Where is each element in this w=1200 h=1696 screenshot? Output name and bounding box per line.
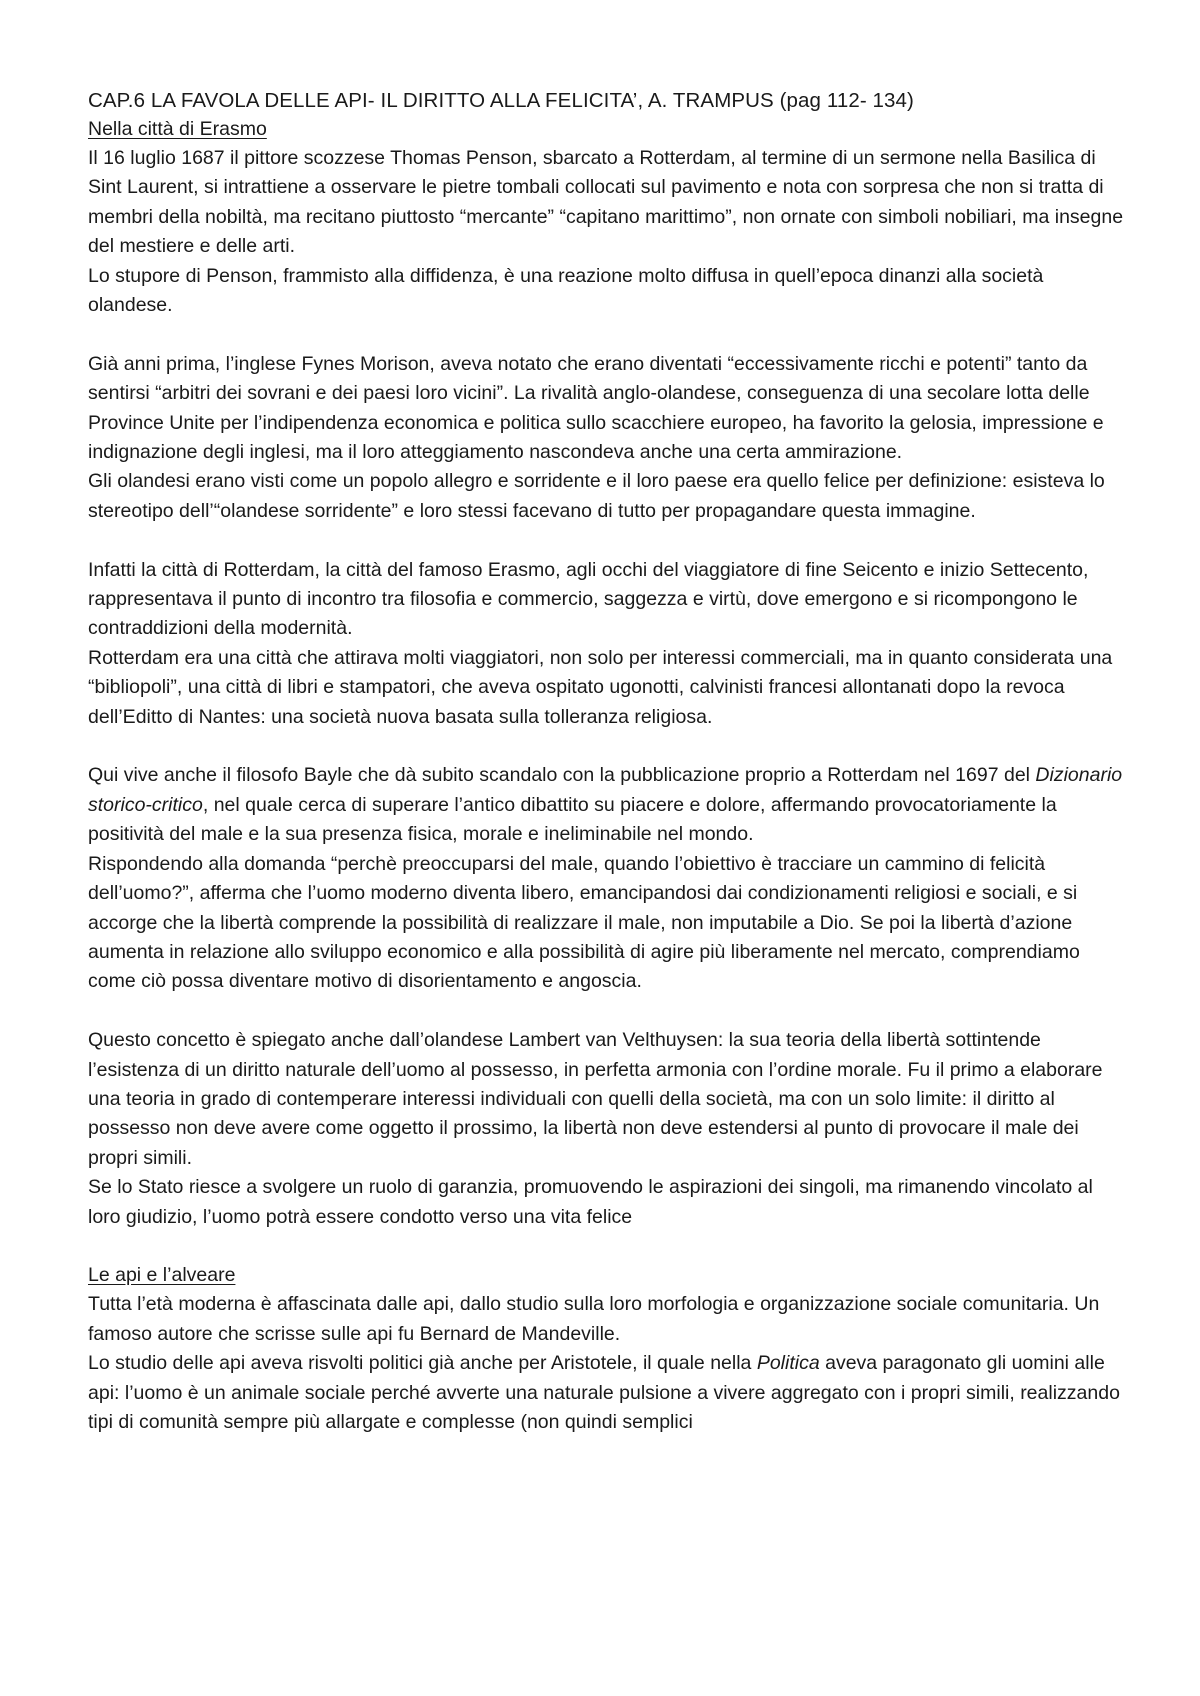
paragraph-stato: Se lo Stato riesce a svolgere un ruolo di garanzia, promuovendo le aspirazioni dei singoli, ma rimanendo vincolato al loro giudizio, l’uomo potrà essere condotto verso una vita felice [88, 1176, 1093, 1228]
paragraph-bayle [88, 761, 1128, 849]
document-title: CAP.6 LA FAVOLA DELLE API- IL DIRITTO ALLA FELICITA’, A. TRAMPUS (pag 112- 134) [88, 89, 914, 112]
section-heading-api: Le api e l’alveare [88, 1264, 236, 1287]
paragraph-gap [88, 997, 1128, 1026]
paragraph-gap [88, 1232, 1128, 1261]
paragraph-aristotele-text-after: aveva paragonato gli uomini alle api: l’uomo è un animale sociale perché avverte una naturale pulsione a vivere aggregato con i propri simili, realizzando tipi di comunità sempre più allargate e complesse (non quindi semplici [88, 1352, 1120, 1433]
paragraph-aristotele [88, 1349, 1128, 1437]
paragraph-gap [88, 732, 1128, 761]
paragraph-penson: Il 16 luglio 1687 il pittore scozzese Thomas Penson, sbarcato a Rotterdam, al termine di un sermone nella Basilica di Sint Laurent, si intrattiene a osservare le pietre tombali collocati sul pavimento e nota con sorpresa che non si tratta di membri della nobiltà, ma recitano piuttosto “mercante” “capitano marittimo”, non ornate con simboli nobiliari, ma insegne del mestiere e delle arti. [88, 147, 1124, 258]
paragraph-api-eta-moderna: Tutta l’età moderna è affascinata dalle api, dallo studio sulla loro morfologia e organizzazione sociale comunitaria. Un famoso autore che scrisse sulle api fu Bernard de Mandeville. [88, 1293, 1100, 1345]
paragraph-rotterdam-erasmo: Infatti la città di Rotterdam, la città del famoso Erasmo, agli occhi del viaggiatore di fine Seicento e inizio Settecento, rappresentava il punto di incontro tra filosofia e commercio, saggezza e virtù, dove emergono e si ricompongono le contraddizioni della modernità. [88, 558, 1089, 640]
paragraph-male: Rispondendo alla domanda “perchè preoccuparsi del male, quando l’obiettivo è tracciare un cammino di felicità dell’uomo?”, afferma che l’uomo moderno diventa libero, emancipandosi dai condizionamenti religiosi e sociali, e si accorge che la libertà comprende la possibilità di realizzare il male, non imputabile a Dio. Se poi la libertà d’azione aumenta in relazione allo sviluppo economico e alla possibilità di agire più liberamente nel mercato, comprendiamo come ciò possa diventare motivo di disorientamento e angoscia. [88, 852, 1080, 993]
paragraph-olandesi: Gli olandesi erano visti come un popolo allegro e sorridente e il loro paese era quello felice per definizione: esisteva lo stereotipo dell’“olandese sorridente” e loro stessi facevano di tutto per propagandare questa immagine. [88, 470, 1105, 522]
paragraph-aristotele-book-title: Politica [756, 1352, 820, 1375]
paragraph-gap [88, 320, 1128, 349]
paragraph-morison: Già anni prima, l’inglese Fynes Morison, aveva notato che erano diventati “eccessivamente ricchi e potenti” tanto da sentirsi “arbitri dei sovrani e dei paesi loro vicini”. La rivalità anglo-olandese, conseguenza di una secolare lotta delle Province Unite per l’indipendenza economica e politica sullo scacchiere europeo, ha favorito la gelosia, impressione e indignazione degli inglesi, ma il loro atteggiamento nascondeva anche una certa ammirazione. [88, 352, 1104, 464]
paragraph-bayle-text-before: Qui vive anche il filosofo Bayle che dà subito scandalo con la pubblicazione proprio a Rotterdam nel 1697 del [88, 764, 1036, 787]
paragraph-bayle-text-after: , nel quale cerca di superare l’antico dibattito su piacere e dolore, affermando provocatoriamente la positività del male e la sua presenza fisica, morale e ineliminabile nel mondo. [88, 793, 1057, 846]
paragraph-bibliopoli: Rotterdam era una città che attirava molti viaggiatori, non solo per interessi commerciali, ma in quanto considerata una “bibliopoli”, una città di libri e stampatori, che aveva ospitato ugonotti, calvinisti francesi allontanati dopo la revoca dell’Editto di Nantes: una società nuova basata sulla tolleranza religiosa. [88, 646, 1113, 728]
paragraph-stupore: Lo stupore di Penson, frammisto alla diffidenza, è una reazione molto diffusa in quell’epoca dinanzi alla società olandese. [88, 264, 1044, 317]
paragraph-gap [88, 526, 1128, 555]
paragraph-bayle-book-title: Dizionario storico-critico [88, 764, 1123, 816]
section-heading-erasmo: Nella città di Erasmo [88, 118, 267, 140]
paragraph-velthuysen: Questo concetto è spiegato anche dall’olandese Lambert van Velthuysen: la sua teoria della libertà sottintende l’esistenza di un diritto naturale dell’uomo al possesso, in perfetta armonia con l’ordine morale. Fu il primo a elaborare una teoria in grado di contemperare interessi individuali con quelli della società, ma con un solo limite: il diritto al possesso non deve avere come oggetto il prossimo, la libertà non deve estendersi al punto di provocare il male dei propri simili. [88, 1029, 1103, 1169]
paragraph-aristotele-text-before: Lo studio delle api aveva risvolti politici già anche per Aristotele, il quale nella [88, 1352, 757, 1375]
document-page [88, 86, 1128, 1437]
